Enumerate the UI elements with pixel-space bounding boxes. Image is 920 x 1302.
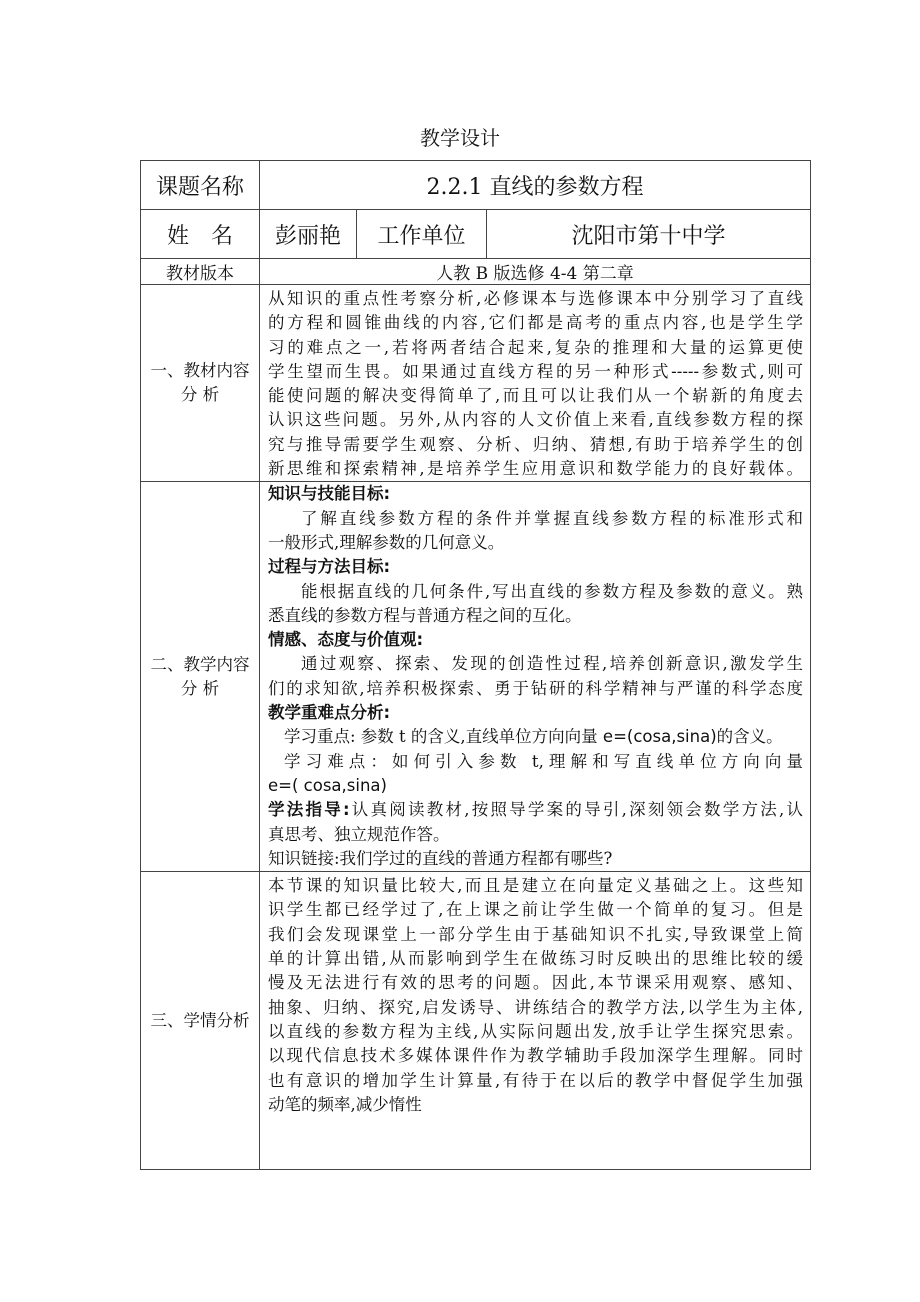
document-title: 教学设计 xyxy=(420,126,500,150)
heading-emotion: 情感、态度与价值观: xyxy=(268,630,424,650)
row-title xyxy=(141,161,811,210)
title-value: 2.2.1 直线的参数方程 xyxy=(260,161,811,210)
text-line: 认识这些问题。另外,从内容的人文价值上来看,直线参数方程的探 xyxy=(268,410,803,430)
text-line: 慢及无法进行有效的思考的问题。因此,本节课采用观察、感知、 xyxy=(268,973,803,993)
section2-label-line2: 分 析 xyxy=(180,678,220,698)
text-line: 的方程和圆锥曲线的内容,它们都是高考的重点内容,也是学生学 xyxy=(268,313,803,333)
text-line: 以直线的参数方程为主线,从实际问题出发,放手让学生探究思索。 xyxy=(268,1021,803,1041)
heading-key-points: 教学重难点分析: xyxy=(268,703,391,723)
row-section1 xyxy=(141,285,811,482)
name-value: 彭丽艳 xyxy=(260,210,357,259)
edition-value: 人教 B 版选修 4-4 第二章 xyxy=(260,259,811,285)
link-line: 知识链接:我们学过的直线的普通方程都有哪些? xyxy=(268,848,613,868)
key-point-suffix: 的含义。 xyxy=(716,727,783,747)
text-line: 从知识的重点性考察分析,必修课本与选修课本中分别学习了直线 xyxy=(268,289,803,308)
row-section3 xyxy=(141,872,811,1170)
difficulty-vector: e=( cosa,sina) xyxy=(268,775,387,795)
section2-content xyxy=(260,482,811,872)
section3-label: 三、学情分析 xyxy=(141,872,260,1170)
difficulty-line: 学习难点：如何引入参数 t,理解和写直线单位方向向量 xyxy=(284,751,803,771)
section1-label xyxy=(141,285,260,482)
text-line: 动笔的频率,减少惰性 xyxy=(268,1094,422,1114)
title-label: 课题名称 xyxy=(141,161,260,210)
name-label: 姓 名 xyxy=(141,210,260,259)
unit-value: 沈阳市第十中学 xyxy=(487,210,811,259)
text-line: 一般形式,理解参数的几何意义。 xyxy=(268,532,505,552)
row-edition xyxy=(141,259,811,285)
key-point-vector: e=(cosa,sina) xyxy=(602,727,717,747)
method-line xyxy=(268,798,803,822)
heading-knowledge: 知识与技能目标: xyxy=(268,484,391,504)
section1-content xyxy=(260,285,811,482)
text-line: 真思考、独立规范作答。 xyxy=(268,824,450,844)
text-line: 也有意识的增加学生计算量,有待于在以后的教学中督促学生加强 xyxy=(268,1070,803,1090)
section2-label-line1: 二、教学内容 xyxy=(150,654,250,674)
text-line: 能使问题的解决变得简单了,而且可以让我们从一个崭新的角度去 xyxy=(268,386,803,406)
text-line: 了解直线参数方程的条件并掌握直线参数方程的标准形式和 xyxy=(301,508,803,528)
text-line: 抽象、归纳、探究,启发诱导、讲练结合的教学方法,以学生为主体, xyxy=(268,997,803,1017)
text-line: 识学生都已经学过了,在上课之前让学生做一个简单的复习。但是 xyxy=(268,900,803,920)
text-line: 我们会发现课堂上一部分学生由于基础知识不扎实,导致课堂上简 xyxy=(268,924,803,944)
text-line: 新思维和探索精神,是培养学生应用意识和数学能力的良好载体。 xyxy=(268,459,803,479)
text-line: 究与推导需要学生观察、分析、归纳、猜想,有助于培养学生的创 xyxy=(268,434,803,454)
text-line: 通过观察、探索、发现的创造性过程,培养创新意识,激发学生 xyxy=(301,654,803,674)
method-text: 认真阅读教材,按照导学案的导引,深刻领会数学方法,认 xyxy=(349,800,803,820)
key-point-line xyxy=(268,725,803,749)
section3-content xyxy=(260,872,811,1170)
method-label: 学法指导: xyxy=(268,800,350,820)
text-line: 本节课的知识量比较大,而且是建立在向量定义基础之上。这些知 xyxy=(268,876,803,896)
lesson-design-table xyxy=(140,160,811,1170)
section1-label-line2: 分 析 xyxy=(180,385,220,405)
heading-process: 过程与方法目标: xyxy=(268,557,391,577)
row-section2 xyxy=(141,482,811,872)
row-name xyxy=(141,210,811,259)
section2-label xyxy=(141,482,260,872)
edition-label: 教材版本 xyxy=(141,259,260,285)
text-line: 学生望而生畏。如果通过直线方程的另一种形式-----参数式,则可 xyxy=(268,361,803,381)
text-line: 单的计算出错,从而影响到学生在做练习时反映出的思维比较的缓 xyxy=(268,949,803,969)
text-line: 习的难点之一,若将两者结合起来,复杂的推理和大量的运算更使 xyxy=(268,337,803,357)
section1-label-line1: 一、教材内容 xyxy=(150,361,250,381)
text-line: 能根据直线的几何条件,写出直线的参数方程及参数的意义。熟 xyxy=(301,581,803,601)
text-line: 悉直线的参数方程与普通方程之间的互化。 xyxy=(268,605,582,625)
text-line: 们的求知欲,培养积极探索、勇于钻研的科学精神与严谨的科学态度 xyxy=(268,678,803,698)
key-point-text: 学习重点: 参数 t 的含义,直线单位方向向量 xyxy=(284,727,603,747)
unit-label: 工作单位 xyxy=(357,210,487,259)
text-line: 以现代信息技术多媒体课件作为教学辅助手段加深学生理解。同时 xyxy=(268,1046,803,1066)
